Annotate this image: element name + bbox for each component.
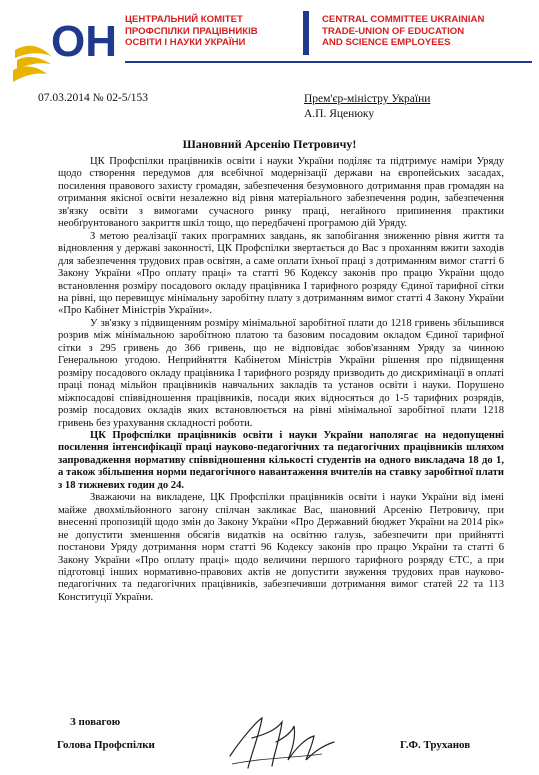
org-name-ukrainian xyxy=(125,14,285,49)
paragraph-emphasis: ЦК Профспілки працівників освіти і науки України наполягає на недопущенні посилення інтенсифікації праці науково-педагогічних та педагогічних працівників шляхом запровадження нормативу співвідношення кількості студентів на одного викладача 18 до 1, а також збільшення норми педагогічного навантаження вчителів на ставку заробітної плати з 18 тижневих годин до 24. xyxy=(58,429,504,491)
addressee xyxy=(304,92,430,122)
paragraph: Зважаючи на викладене, ЦК Профспілки працівників освіти і науки України від імені майже двохмільйонного загону спілчан закликає Вас, шановний Арсенію Петровичу, при внесенні пропозицій щодо змін до Закону України «Про Державний бюджет України на 2014 рік» не допустити зменшення обсягів видатків на освітню галузь, забезпечити при прийнятті постанови Уряду дотримання норм статті 96 Кодексу законів про працю України та статті 6 Закону України «Про оплату праці» щодо величини першого тарифного розряду ЄТС, а при підготовці інших нормативно-правових актів не допустити звуження трудових прав науково-педагогічних та педагогічних працівників, забезпечивши дотримання вимог статей 22 та 113 Конституції України. xyxy=(58,492,504,603)
header-rule xyxy=(125,61,532,63)
signer-role: Голова Профспілки xyxy=(57,739,155,751)
header-divider-bar xyxy=(303,11,309,55)
org-ua-line: ОСВІТИ І НАУКИ УКРАЇНИ xyxy=(125,37,246,48)
org-en-line: CENTRAL COMMITTEE UKRAINIAN xyxy=(322,14,485,25)
org-en-line: AND SCIENCE EMPLOYEES xyxy=(322,37,451,48)
salutation: Шановний Арсенію Петровичу! xyxy=(182,137,357,151)
addressee-name: А.П. Яценюку xyxy=(304,108,375,120)
org-ua-line: ПРОФСПІЛКИ ПРАЦІВНИКІВ xyxy=(125,25,258,37)
closing-regards: З повагою xyxy=(70,716,121,728)
letter-body xyxy=(58,156,504,604)
paragraph: ЦК Профспілки працівників освіти і науки України поділяє та підтримує наміри Уряду щодо створення передумов для всебічної модернізації держави на європейських засадах, посилення правового захисту громадян, забезпечення безумовного дотримання прав громадян на отримання якісної освіти незалежно від рівня матеріального забезпечення родин, забезпечення зв'язку освіти з вимогами сучасного ринку праці, негайного припинення практики необґрунтованого закриття шкіл тощо, що передбачені програмою дій Уряду. xyxy=(58,156,504,230)
addressee-position: Прем'єр-міністру України xyxy=(304,93,431,105)
paragraph: У зв'язку з підвищенням розміру мінімальної заробітної плати до 1218 гривень збільшився розрив між мінімальною заробітною платою та базовим посадовим окладом Єдиної тарифної сітки з 295 гривень до 366 гривень, що не відповідає зобов'язанням Уряду за чинною Генеральною угодою. Неприйняття Кабінетом Міністрів України рішення про підвищення розміру посадового окладу працівника І тарифного розряду призводить до дискримінації в оплаті праці понад мільйон працівників навчальних закладів та установ освіти і науки. Порушено міжпосадові співвідношення працівників, посади яких відносяться до 1-5 тарифних розрядів, розмір посадових окладів яких встановлюється на рівні мінімальної заробітної плати 1218 гривень без урахування складності роботи. xyxy=(58,317,504,429)
handwritten-signature xyxy=(222,708,342,774)
logo-text: ОН xyxy=(51,17,117,66)
signer-name: Г.Ф. Труханов xyxy=(400,739,471,751)
org-name-english xyxy=(322,14,532,49)
paragraph: З метою реалізації таких програмних завдань, як запобігання зниженню рівня життя та відновлення у державі законності, ЦК Профспілки звертається до Вас з проханням вжити заходів для забезпечення трудових прав освітян, а саме оплати їхньої праці з дотриманням вимог статті 6 Закону України «Про оплату праці» та статті 96 Кодексу законів про працю України щодо встановлення розміру посадового окладу працівника І тарифного розряду Єдиної тарифної сітки на рівні, що перевищує мінімальну заробітну плату з дотриманням вимог статті 4 Закону України «Про Кабінет Міністрів України». xyxy=(58,230,504,317)
union-logo xyxy=(11,6,126,86)
org-ua-line: ЦЕНТРАЛЬНИЙ КОМІТЕТ xyxy=(125,14,243,25)
org-en-line: TRADE-UNION OF EDUCATION xyxy=(322,25,465,37)
letter-reference: 07.03.2014 № 02-5/153 xyxy=(38,92,148,104)
